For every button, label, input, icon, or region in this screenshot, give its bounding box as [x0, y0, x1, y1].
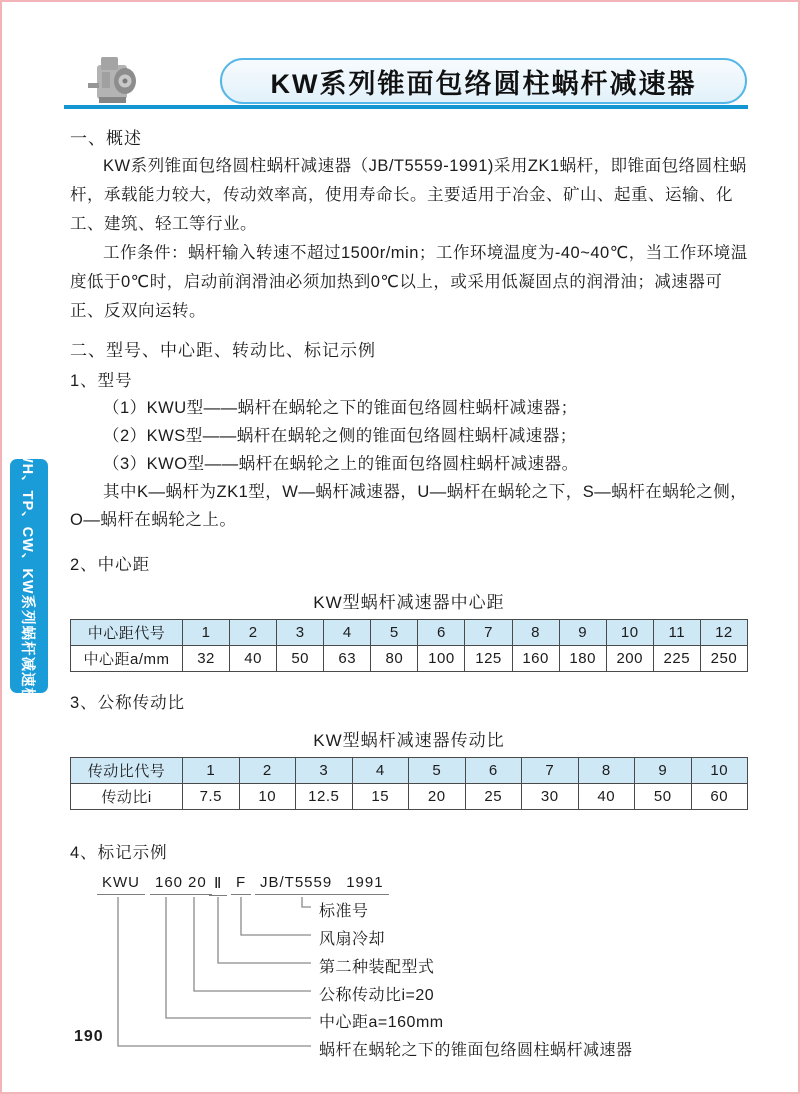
sidebar-tab: [10, 449, 48, 703]
reducer-photo: [88, 52, 140, 108]
table-cell: 9: [635, 758, 692, 784]
table-cell: 4: [324, 620, 371, 646]
table-cell: 5: [371, 620, 418, 646]
marking-heading: 4、标记示例: [70, 844, 168, 862]
overview-paragraph-2: 工作条件：蜗杆输入转速不超过1500r/min；工作环境温度为-40~40℃，当工作环境温度低于0℃时，启动前润滑油必须加热到0℃以上，或采用低凝固点的润滑油；减速器可正、反双向运转。: [70, 244, 748, 320]
center-distance-table: [70, 619, 748, 672]
table-cell: 30: [522, 784, 579, 810]
standard-number: JB/T5559: [260, 874, 333, 891]
marking-label-center-distance: 中心距a=160mm: [319, 1014, 444, 1031]
table-cell: 180: [559, 646, 606, 672]
table-cell: 7: [465, 620, 512, 646]
table-row-codes: [71, 758, 748, 784]
table-cell: 20: [409, 784, 466, 810]
table-cell: 50: [635, 784, 692, 810]
table-cell: 4: [352, 758, 409, 784]
marking-label-ratio: 公称传动比i=20: [319, 987, 435, 1004]
table-cell: 6: [465, 758, 522, 784]
model-note: 其中K—蜗杆为ZK1型，W—蜗杆减速器，U—蜗杆在蜗轮之下，S—蜗杆在蜗轮之侧，O—蜗杆在蜗轮之上。: [70, 483, 748, 529]
table-cell: 12: [700, 620, 747, 646]
marking-code-model: KWU: [97, 874, 145, 895]
overview-heading: 一、概述: [70, 129, 142, 148]
table-cell: 12.5: [296, 784, 353, 810]
table-cell: 160: [512, 646, 559, 672]
marking-code-center-distance: 160: [150, 874, 188, 895]
table-cell: 8: [512, 620, 559, 646]
ratio-table-title: KW型蜗杆减速器传动比: [313, 731, 505, 750]
model-item-kwo: （3）KWO型——蜗杆在蜗轮之上的锥面包络圆柱蜗杆减速器。: [103, 455, 579, 473]
table-cell: 7.5: [183, 784, 240, 810]
marking-code-cooling: F: [231, 874, 251, 895]
table-row-codes: [71, 620, 748, 646]
table-cell: 1: [183, 620, 230, 646]
table-cell: 50: [277, 646, 324, 672]
table-row-values: [71, 784, 748, 810]
table-cell: 40: [578, 784, 635, 810]
table-cell: 80: [371, 646, 418, 672]
table-cell: 10: [606, 620, 653, 646]
table-cell: 250: [700, 646, 747, 672]
marking-code-ratio: 20: [183, 874, 212, 895]
table-cell: 32: [183, 646, 230, 672]
sidebar-tab-body: [10, 449, 48, 703]
ratio-heading: 3、公称传动比: [70, 694, 186, 712]
page-number: 190: [74, 1028, 104, 1045]
standard-year: 1991: [346, 874, 384, 891]
center-distance-heading: 2、中心距: [70, 556, 151, 574]
table-cell: 125: [465, 646, 512, 672]
marking-label-fan-cooling: 风扇冷却: [319, 931, 386, 948]
table-cell: 10: [239, 784, 296, 810]
table-cell: 3: [296, 758, 353, 784]
ratio-table: [70, 757, 748, 810]
page-title-pill: [220, 58, 747, 104]
page-title: KW系列锥面包络圆柱蜗杆减速器: [270, 68, 697, 99]
sidebar-tab-label: WH、TP、CW、KW系列蜗杆减速机: [19, 449, 36, 703]
model-item-kws: （2）KWS型——蜗杆在蜗轮之侧的锥面包络圆柱蜗杆减速器；: [103, 427, 577, 445]
models-heading: 二、型号、中心距、转动比、标记示例: [70, 341, 376, 360]
marking-example-diagram: [95, 874, 748, 1076]
table-cell: 15: [352, 784, 409, 810]
table-cell: 63: [324, 646, 371, 672]
table-cell: 225: [653, 646, 700, 672]
row-label: 中心距代号: [71, 620, 183, 646]
table-cell: 5: [409, 758, 466, 784]
table-cell: 60: [691, 784, 748, 810]
row-label: 传动比i: [71, 784, 183, 810]
overview-paragraph-1: KW系列锥面包络圆柱蜗杆减速器（JB/T5559-1991)采用ZK1蜗杆，即锥面包络圆柱蜗杆，承载能力较大，传动效率高，使用寿命长。主要适用于冶金、矿山、起重、运输、化工、建筑、轻工等行业。: [70, 157, 747, 233]
table-cell: 3: [277, 620, 324, 646]
center-distance-table-title: KW型蜗杆减速器中心距: [313, 593, 505, 612]
table-cell: 6: [418, 620, 465, 646]
table-cell: 1: [183, 758, 240, 784]
table-cell: 200: [606, 646, 653, 672]
page-content: [70, 126, 748, 1076]
models-subheading: 1、型号: [70, 372, 133, 390]
table-cell: 100: [418, 646, 465, 672]
table-cell: 7: [522, 758, 579, 784]
marking-code-assembly: Ⅱ: [209, 874, 227, 896]
marking-label-model-description: 蜗杆在蜗轮之下的锥面包络圆柱蜗杆减速器: [319, 1042, 633, 1059]
marking-label-standard: 标准号: [319, 903, 369, 920]
row-label: 中心距a/mm: [71, 646, 183, 672]
table-cell: 2: [239, 758, 296, 784]
table-cell: 8: [578, 758, 635, 784]
worm-gear-reducer-image: [88, 52, 140, 108]
row-label: 传动比代号: [71, 758, 183, 784]
table-cell: 40: [230, 646, 277, 672]
table-cell: 25: [465, 784, 522, 810]
header-rule: [64, 105, 748, 109]
table-cell: 11: [653, 620, 700, 646]
table-cell: 2: [230, 620, 277, 646]
table-row-values: [71, 646, 748, 672]
table-cell: 10: [691, 758, 748, 784]
marking-label-assembly-type: 第二种装配型式: [319, 959, 435, 976]
table-cell: 9: [559, 620, 606, 646]
model-item-kwu: （1）KWU型——蜗杆在蜗轮之下的锥面包络圆柱蜗杆减速器；: [103, 399, 578, 417]
